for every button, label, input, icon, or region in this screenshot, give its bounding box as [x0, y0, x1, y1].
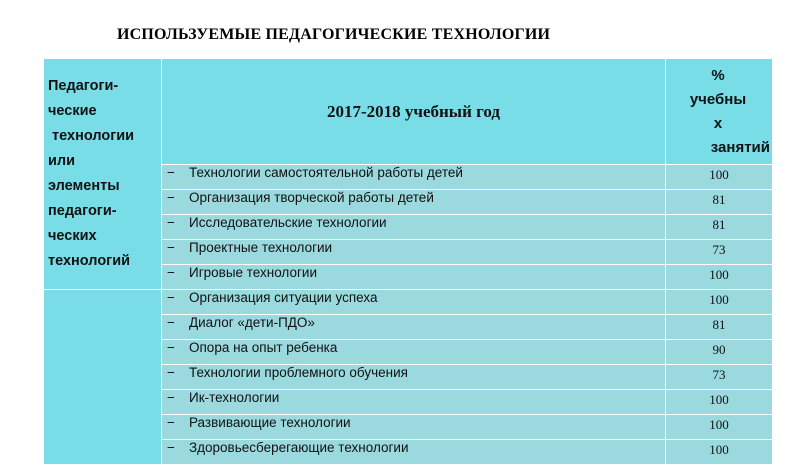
- technology-name: Игровые технологии: [189, 265, 317, 280]
- bullet-dash: −: [167, 190, 175, 205]
- bullet-dash: −: [167, 415, 175, 430]
- bullet-dash: −: [167, 265, 175, 280]
- percent-value: 73: [666, 240, 773, 265]
- technology-name: Организация творческой работы детей: [189, 190, 434, 205]
- percent-value: 100: [666, 290, 773, 315]
- technology-name: Диалог «дети-ПДО»: [189, 315, 315, 330]
- technologies-column-header-line: ческие: [48, 103, 97, 119]
- technologies-column-header: [44, 59, 162, 290]
- technologies-column-header-line: ческих: [48, 228, 97, 244]
- technology-name: Ик-технологии: [189, 390, 280, 405]
- percent-header-line: %: [711, 66, 725, 84]
- technology-name-cell: [162, 190, 666, 215]
- technologies-column-header-line: Педагоги-: [48, 78, 119, 94]
- technology-name: Организация ситуации успеха: [189, 290, 378, 305]
- technology-name-cell: [162, 290, 666, 315]
- technology-name: Опора на опыт ребенка: [189, 340, 338, 355]
- bullet-dash: −: [167, 215, 175, 230]
- technology-name-cell: [162, 415, 666, 440]
- technology-name-cell: [162, 340, 666, 365]
- percent-header-line: занятий: [710, 138, 770, 156]
- page-title: ИСПОЛЬЗУЕМЫЕ ПЕДАГОГИЧЕСКИЕ ТЕХНОЛОГИИ: [117, 26, 551, 43]
- percent-header-line: учебны: [689, 90, 747, 108]
- percent-header: [666, 59, 773, 165]
- bullet-dash: −: [167, 290, 175, 305]
- bullet-dash: −: [167, 315, 175, 330]
- technology-name-cell: [162, 265, 666, 290]
- bullet-dash: −: [167, 240, 175, 255]
- percent-value: 100: [666, 440, 773, 465]
- technology-name-cell: [162, 440, 666, 465]
- technology-name-cell: [162, 365, 666, 390]
- percent-value: 81: [666, 190, 773, 215]
- bullet-dash: −: [167, 165, 175, 180]
- technology-name-cell: [162, 240, 666, 265]
- bullet-dash: −: [167, 365, 175, 380]
- percent-value: 100: [666, 165, 773, 190]
- bullet-dash: −: [167, 440, 175, 455]
- technology-name-cell: [162, 215, 666, 240]
- percent-header-line: х: [713, 114, 723, 132]
- technology-name-cell: [162, 390, 666, 415]
- technologies-column-header-line: элементы: [48, 178, 120, 194]
- percent-value: 81: [666, 215, 773, 240]
- bullet-dash: −: [167, 340, 175, 355]
- technologies-column-header-line: технологий: [48, 253, 131, 269]
- bullet-dash: −: [167, 390, 175, 405]
- technologies-column-header-line: педагоги-: [48, 203, 117, 219]
- technologies-column-header-line: технологии: [48, 128, 135, 144]
- table-header-row: [44, 59, 773, 165]
- technology-name: Исследовательские технологии: [189, 215, 387, 230]
- percent-value: 100: [666, 265, 773, 290]
- percent-value: 73: [666, 365, 773, 390]
- percent-value: 81: [666, 315, 773, 340]
- technologies-column-empty: [44, 290, 162, 465]
- technology-name: Технологии проблемного обучения: [189, 365, 408, 380]
- technology-name: Здоровьесберегающие технологии: [189, 440, 409, 455]
- technologies-table: [43, 58, 773, 465]
- technology-name: Технологии самостоятельной работы детей: [189, 165, 463, 180]
- technology-name-cell: [162, 315, 666, 340]
- percent-value: 90: [666, 340, 773, 365]
- technology-name: Развивающие технологии: [189, 415, 351, 430]
- technology-name: Проектные технологии: [189, 240, 333, 255]
- technology-name-cell: [162, 165, 666, 190]
- year-header: 2017-2018 учебный год: [162, 59, 666, 165]
- table-row: [44, 290, 773, 315]
- percent-value: 100: [666, 390, 773, 415]
- percent-value: 100: [666, 415, 773, 440]
- technologies-column-header-line: или: [48, 153, 76, 169]
